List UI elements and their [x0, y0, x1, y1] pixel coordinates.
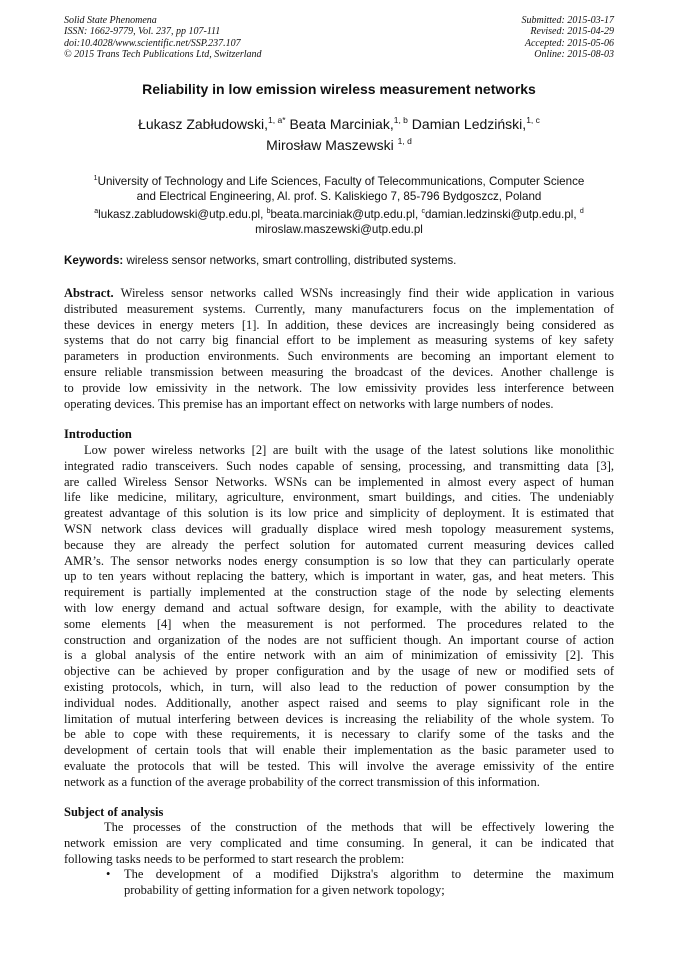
- author-name: Beata Marciniak,: [289, 116, 394, 132]
- keywords-text: wireless sensor networks, smart controlling, distributed systems.: [123, 254, 457, 267]
- keywords: [64, 254, 614, 267]
- author-sup: 1, b: [393, 115, 408, 125]
- journal-info: [64, 15, 262, 61]
- intro-line: WSN network class devices will gradually displace wired mesh topology measurement systems,: [64, 521, 614, 536]
- intro-line: life like medicine, military, agriculture, environment, smart buildings, and cities. The undeniably: [64, 490, 614, 505]
- email-sup: b: [266, 208, 271, 215]
- intro-line: network as a function of the average probability of the correct transmission of this information.: [64, 774, 540, 789]
- email-address[interactable]: lukasz.zabludowski@utp.edu.pl,: [98, 208, 264, 221]
- email-sup: d: [579, 208, 584, 215]
- intro-line: up to ten years without replacing the battery, which is important in water, gas, and heat meters. This: [64, 569, 614, 584]
- bullet-item: [124, 867, 614, 899]
- date-accepted: Accepted: 2015-05-06: [524, 37, 614, 49]
- intro-line: be able to cope with these requirements, it is necessary to clarify some of the tasks and the: [64, 727, 614, 742]
- date-submitted: Submitted: 2015-03-17: [521, 15, 614, 26]
- abstract-line: operating devices. This premise has an important effect on networks with large numbers of nodes.: [64, 396, 554, 411]
- bullet-line: The development of a modified Dijkstra's algorithm to determine the maximum: [124, 867, 614, 881]
- abstract-label: Abstract.: [64, 286, 114, 300]
- email-list: [64, 208, 614, 237]
- affiliation-sup: 1: [93, 175, 98, 182]
- intro-line: some elements [4] when the measurement is not performed. The procedures related to the: [64, 616, 614, 631]
- journal-issn: ISSN: 1662-9779, Vol. 237, pp 107-111: [64, 26, 221, 38]
- abstract-line: ensure reliable transmission between measuring the broadcast of the devices. Another challenge is: [64, 364, 614, 379]
- keywords-label: Keywords:: [64, 254, 124, 267]
- abstract-line: systems that do not carry big financial effort to be implement as measuring systems of key safety: [64, 333, 614, 348]
- intro-line: limitation of mutual interfering between devices is increasing the reliability of the whole system. To: [64, 711, 614, 726]
- intro-line: requirement is partially implemented at the construction stage of the node by selecting elements: [64, 585, 614, 600]
- intro-line: because they are already the perfect solution for automated current measuring devices called: [64, 537, 614, 552]
- date-revised: Revised: 2015-04-29: [530, 26, 614, 38]
- intro-line: individual nodes. Additionally, another aspect raised and seems to play significant role in the: [64, 695, 614, 710]
- introduction-heading: Introduction: [64, 427, 132, 441]
- journal-copyright: © 2015 Trans Tech Publications Ltd, Switzerland: [64, 49, 262, 61]
- intro-line: evaluate the protocols that will be tested. This will involve the average emissivity of the entire: [64, 758, 614, 773]
- email-address[interactable]: beata.marciniak@utp.edu.pl,: [270, 208, 419, 221]
- intro-line: AMR’s. The sensor networks nodes energy consumption is so low that they can particularly operate: [64, 553, 614, 568]
- abstract-line: distributed measurement systems. Currently, many manufacturers focus on the implementation of: [64, 301, 614, 316]
- date-online: Online: 2015-08-03: [534, 49, 614, 61]
- author-name: Damian Ledziński,: [411, 116, 527, 132]
- author-name: Łukasz Zabłudowski,: [138, 116, 269, 132]
- subject-line: network emission are very complicated and time consuming. In general, it can be indicated that: [64, 835, 614, 850]
- author-name: Mirosław Maszewski: [266, 137, 394, 153]
- intro-line: greatest advantage of this solution is its low price and simplicity of deployment. It is estimated that: [64, 506, 614, 521]
- dates-info: [522, 15, 615, 61]
- email-sup: a: [94, 208, 99, 215]
- author-sup: 1, c: [526, 115, 540, 125]
- subject-line: The processes of the construction of the methods that will be effectively lowering the: [104, 820, 614, 834]
- intro-line: existing protocols, which, in turn, will also lead to the reduction of power consumption by the: [64, 679, 614, 694]
- author-sup: 1, a*: [268, 115, 286, 125]
- email-sup: c: [421, 208, 425, 215]
- abstract-first-line: Wireless sensor networks called WSNs increasingly find their wide application in various: [113, 286, 614, 300]
- intro-line: is a global analysis of the entire network with an aim of minimization of emissivity [2]. This: [64, 648, 614, 663]
- intro-line: Low power wireless networks [2] are built with the usage of the latest solutions like monolithic: [84, 443, 614, 457]
- email-address[interactable]: damian.ledzinski@utp.edu.pl,: [424, 208, 577, 221]
- bullet-icon: •: [106, 867, 111, 881]
- affiliation: [64, 175, 614, 204]
- intro-line: integrated radio transceivers. Such nodes capable of sensing, processing, and transmitting data [3],: [64, 458, 614, 473]
- paper-title: Reliability in low emission wireless measurement networks: [142, 81, 536, 97]
- introduction-body: [64, 443, 614, 791]
- abstract-line: to provide low emissivity in the network. The low emissivity provides less interference between: [64, 380, 614, 395]
- subject-line: following tasks needs to be performed to start research the problem:: [64, 851, 405, 866]
- abstract-line: [64, 286, 614, 302]
- journal-doi: doi:10.4028/www.scientific.net/SSP.237.107: [64, 37, 241, 49]
- affiliation-line: and Electrical Engineering, Al. prof. S. Kaliskiego 7, 85-796 Bydgoszcz, Poland: [136, 189, 542, 203]
- affiliation-line: University of Technology and Life Sciences, Faculty of Telecommunications, Computer Science: [97, 175, 585, 188]
- abstract-line: parameters in production environments. Such environments are becoming an important element to: [64, 349, 614, 364]
- journal-name: Solid State Phenomena: [64, 15, 157, 26]
- intro-line: objective can be achieved by proper configuration and by the usage of new or modified sets of: [64, 664, 614, 679]
- intro-line: construction and organization of the nodes are not sufficient though. An important course of action: [64, 632, 614, 647]
- email-address[interactable]: miroslaw.maszewski@utp.edu.pl: [255, 222, 423, 236]
- abstract-line: these devices in energy meters [1]. In addition, these devices are increasingly being considered as: [64, 317, 614, 332]
- bullet-line: probability of getting information for a given network topology;: [124, 882, 445, 897]
- author-list: [60, 114, 618, 156]
- subject-body: [64, 820, 614, 867]
- author-sup: 1, d: [397, 136, 412, 146]
- abstract: [64, 286, 614, 412]
- intro-line: development of certain tools that will enable their implementation as the basic parameter used to: [64, 743, 614, 758]
- intro-line: with low energy demand and actual software design, for example, with the ability to deactivate: [64, 600, 614, 615]
- subject-heading: Subject of analysis: [64, 805, 164, 819]
- intro-line: are called Wireless Sensor Networks. WSNs can be implemented in almost every aspect of human: [64, 474, 614, 489]
